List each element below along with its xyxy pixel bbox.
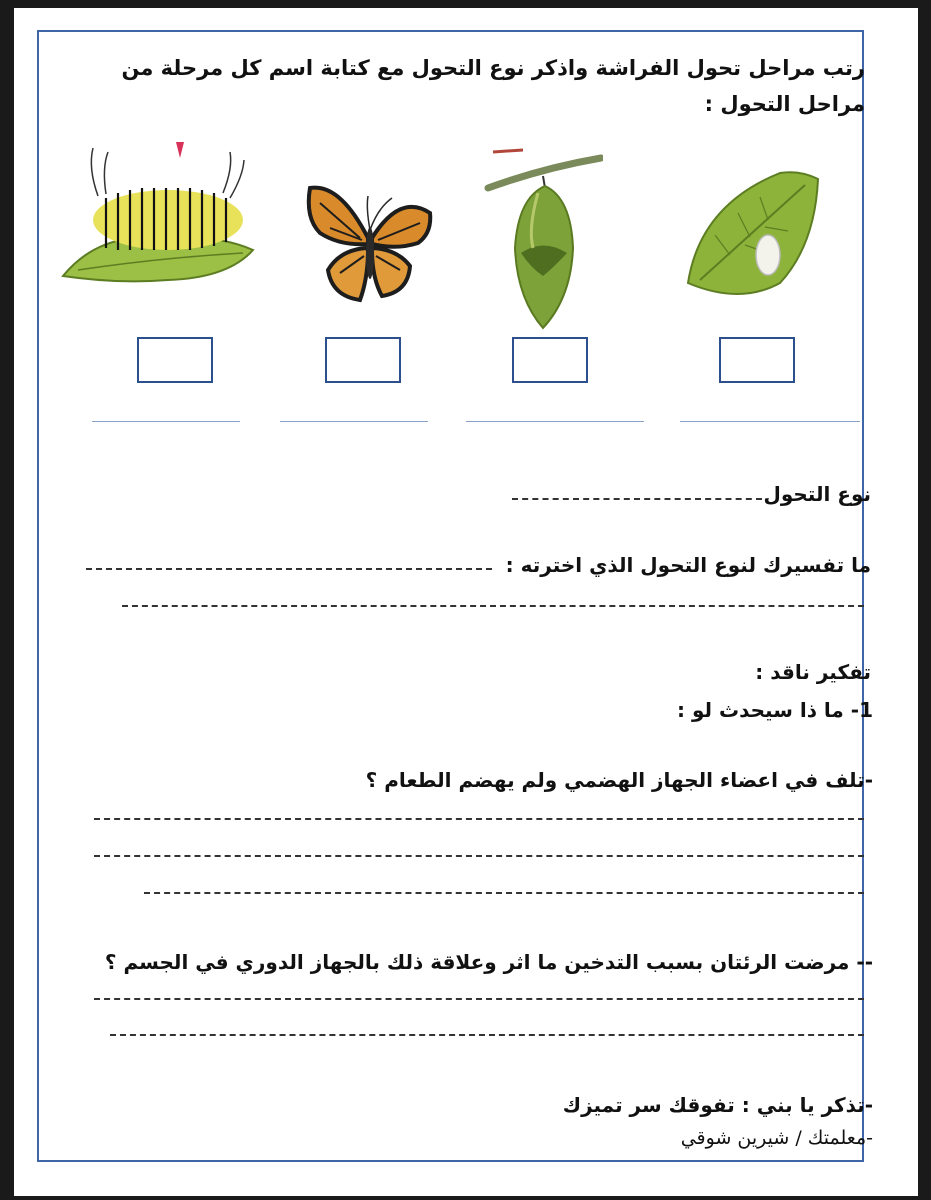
stage-name-line-2[interactable]	[280, 421, 428, 422]
instruction-text: رتب مراحل تحول الفراشة واذكر نوع التحول مع كتابة اسم كل مرحلة من مراحل التحول :	[121, 56, 865, 116]
stage-answer-box-2[interactable]	[325, 337, 401, 383]
explanation-answer-line-2[interactable]	[122, 605, 864, 607]
critical-thinking-label: تفكير ناقد :	[755, 660, 871, 684]
stage-name-line-1[interactable]	[92, 421, 240, 422]
question-1a: -تلف في اعضاء الجهاز الهضمي ولم يهضم الطعام ؟	[365, 768, 873, 792]
stage-answer-box-1[interactable]	[137, 337, 213, 383]
stage-answer-box-4[interactable]	[719, 337, 795, 383]
stage-name-line-3[interactable]	[466, 421, 644, 422]
chrysalis-image	[483, 148, 603, 333]
stage-answer-box-3[interactable]	[512, 337, 588, 383]
explanation-question: ما تفسيرك لنوع التحول الذي اخترته :	[505, 553, 871, 577]
explanation-answer-line-1[interactable]	[86, 568, 492, 570]
question-1b-answer-line-1[interactable]	[94, 998, 864, 1000]
metamorphosis-type-label: نوع التحول	[763, 482, 871, 506]
egg-on-leaf-image	[680, 165, 825, 310]
caterpillar-image	[58, 138, 258, 290]
question-1a-answer-line-1[interactable]	[94, 818, 864, 820]
question-1b-answer-line-2[interactable]	[110, 1034, 864, 1036]
question-1-label: 1- ما ذا سيحدث لو :	[677, 698, 873, 722]
butterfly-image	[300, 178, 440, 313]
teacher-signature: -معلمتك / شيرين شوقي	[680, 1127, 873, 1149]
question-1b: -- مرضت الرئتان بسبب التدخين ما اثر وعلاقة ذلك بالجهاز الدوري في الجسم ؟	[104, 950, 873, 974]
question-1a-answer-line-3[interactable]	[144, 892, 864, 894]
closing-motto: -تذكر يا بني : تفوقك سر تميزك	[562, 1093, 873, 1117]
question-1a-answer-line-2[interactable]	[94, 855, 864, 857]
metamorphosis-type-answer-line[interactable]	[512, 498, 762, 500]
stage-name-line-4[interactable]	[680, 421, 860, 422]
